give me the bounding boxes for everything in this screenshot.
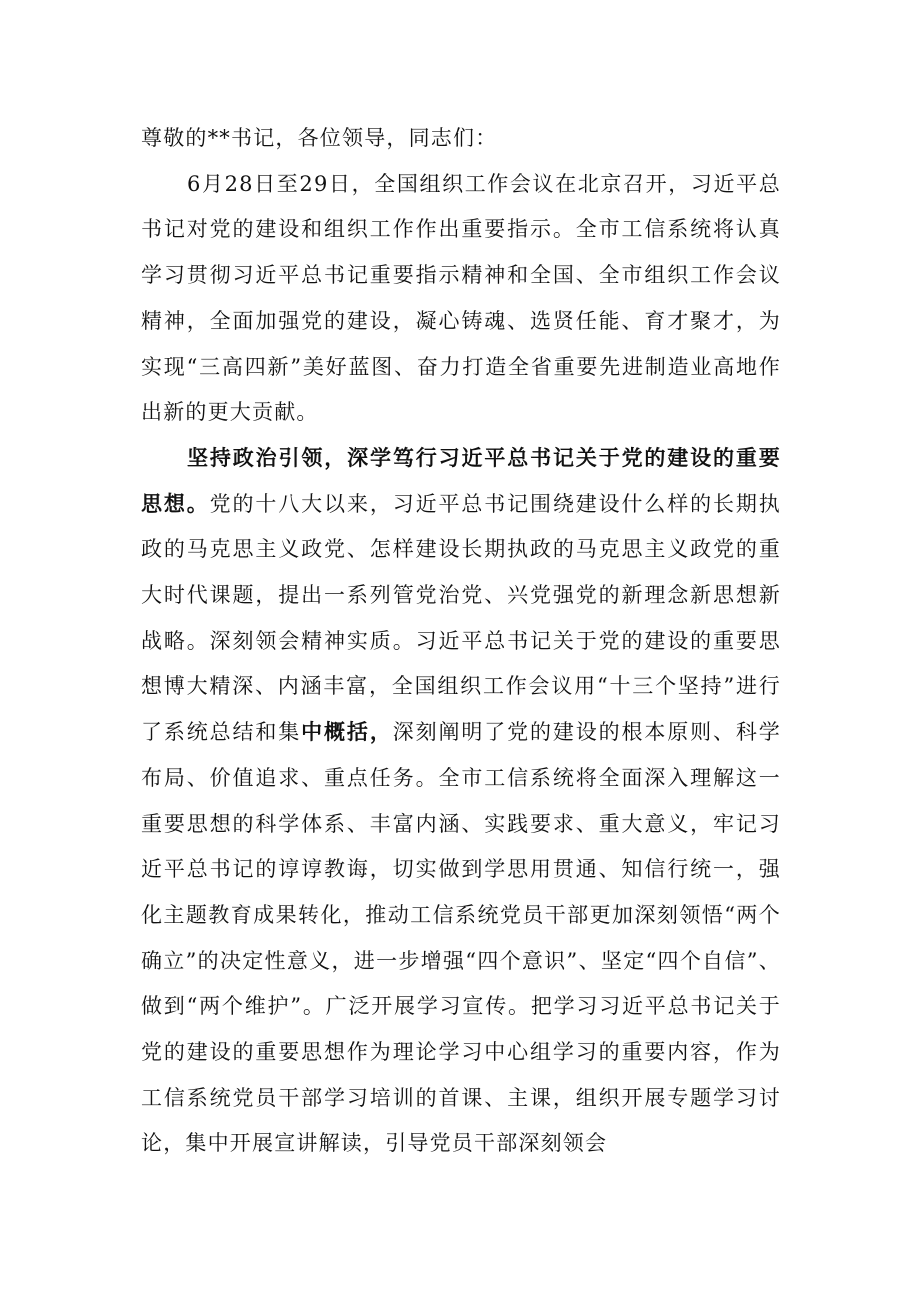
document-page	[141, 116, 781, 1167]
paragraph-political-guidance	[141, 436, 781, 1167]
section-heading: 坚持政治引领，深学笃行习近平总书记关于党的建设的重要思想。	[141, 445, 781, 516]
paragraph-text-part2: 深刻阐明了党的建设的根本原则、科学布局、价值追求、重点任务。全市工信系统将全面深入理解这一重要思想的科学体系、丰富内涵、实践要求、重大意义，牢记习近平总书记的谆谆教诲，切实做到学思用贯通、知信行统一，强化主题教育成果转化，推动工信系统党员干部更加深刻领悟“两个确立”的决定性意义，进一步增强“四个意识”、坚定“四个自信”、做到“两个维护”。广泛开展学习宣传。把学习习近平总书记关于党的建设的重要思想作为理论学习中心组学习的重要内容，作为工信系统党员干部学习培训的首课、主课，组织开展专题学习讨论，集中开展宣讲解读，引导党员干部深刻领会	[141, 720, 781, 1156]
greeting-line: 尊敬的**书记，各位领导，同志们：	[141, 126, 498, 150]
bold-inline-text: 中概括，	[301, 720, 393, 745]
paragraph-intro: 6月28日至29日，全国组织工作会议在北京召开，习近平总书记对党的建设和组织工作作出重要指示。全市工信系统将认真学习贯彻习近平总书记重要指示精神和全国、全市组织工作会议精神，全面加强党的建设，凝心铸魂、选贤任能、育才聚才，为实现“三高四新”美好蓝图、奋力打造全省重要先进制造业高地作出新的更大贡献。	[141, 171, 781, 425]
paragraph-text-part1: 党的十八大以来，习近平总书记围绕建设什么样的长期执政的马克思主义政党、怎样建设长期执政的马克思主义政党的重大时代课题，提出一系列管党治党、兴党强党的新理念新思想新战略。深刻领会精神实质。习近平总书记关于党的建设的重要思想博大精深、内涵丰富，全国组织工作会议用“十三个坚持”进行了系统总结和集	[141, 491, 782, 745]
